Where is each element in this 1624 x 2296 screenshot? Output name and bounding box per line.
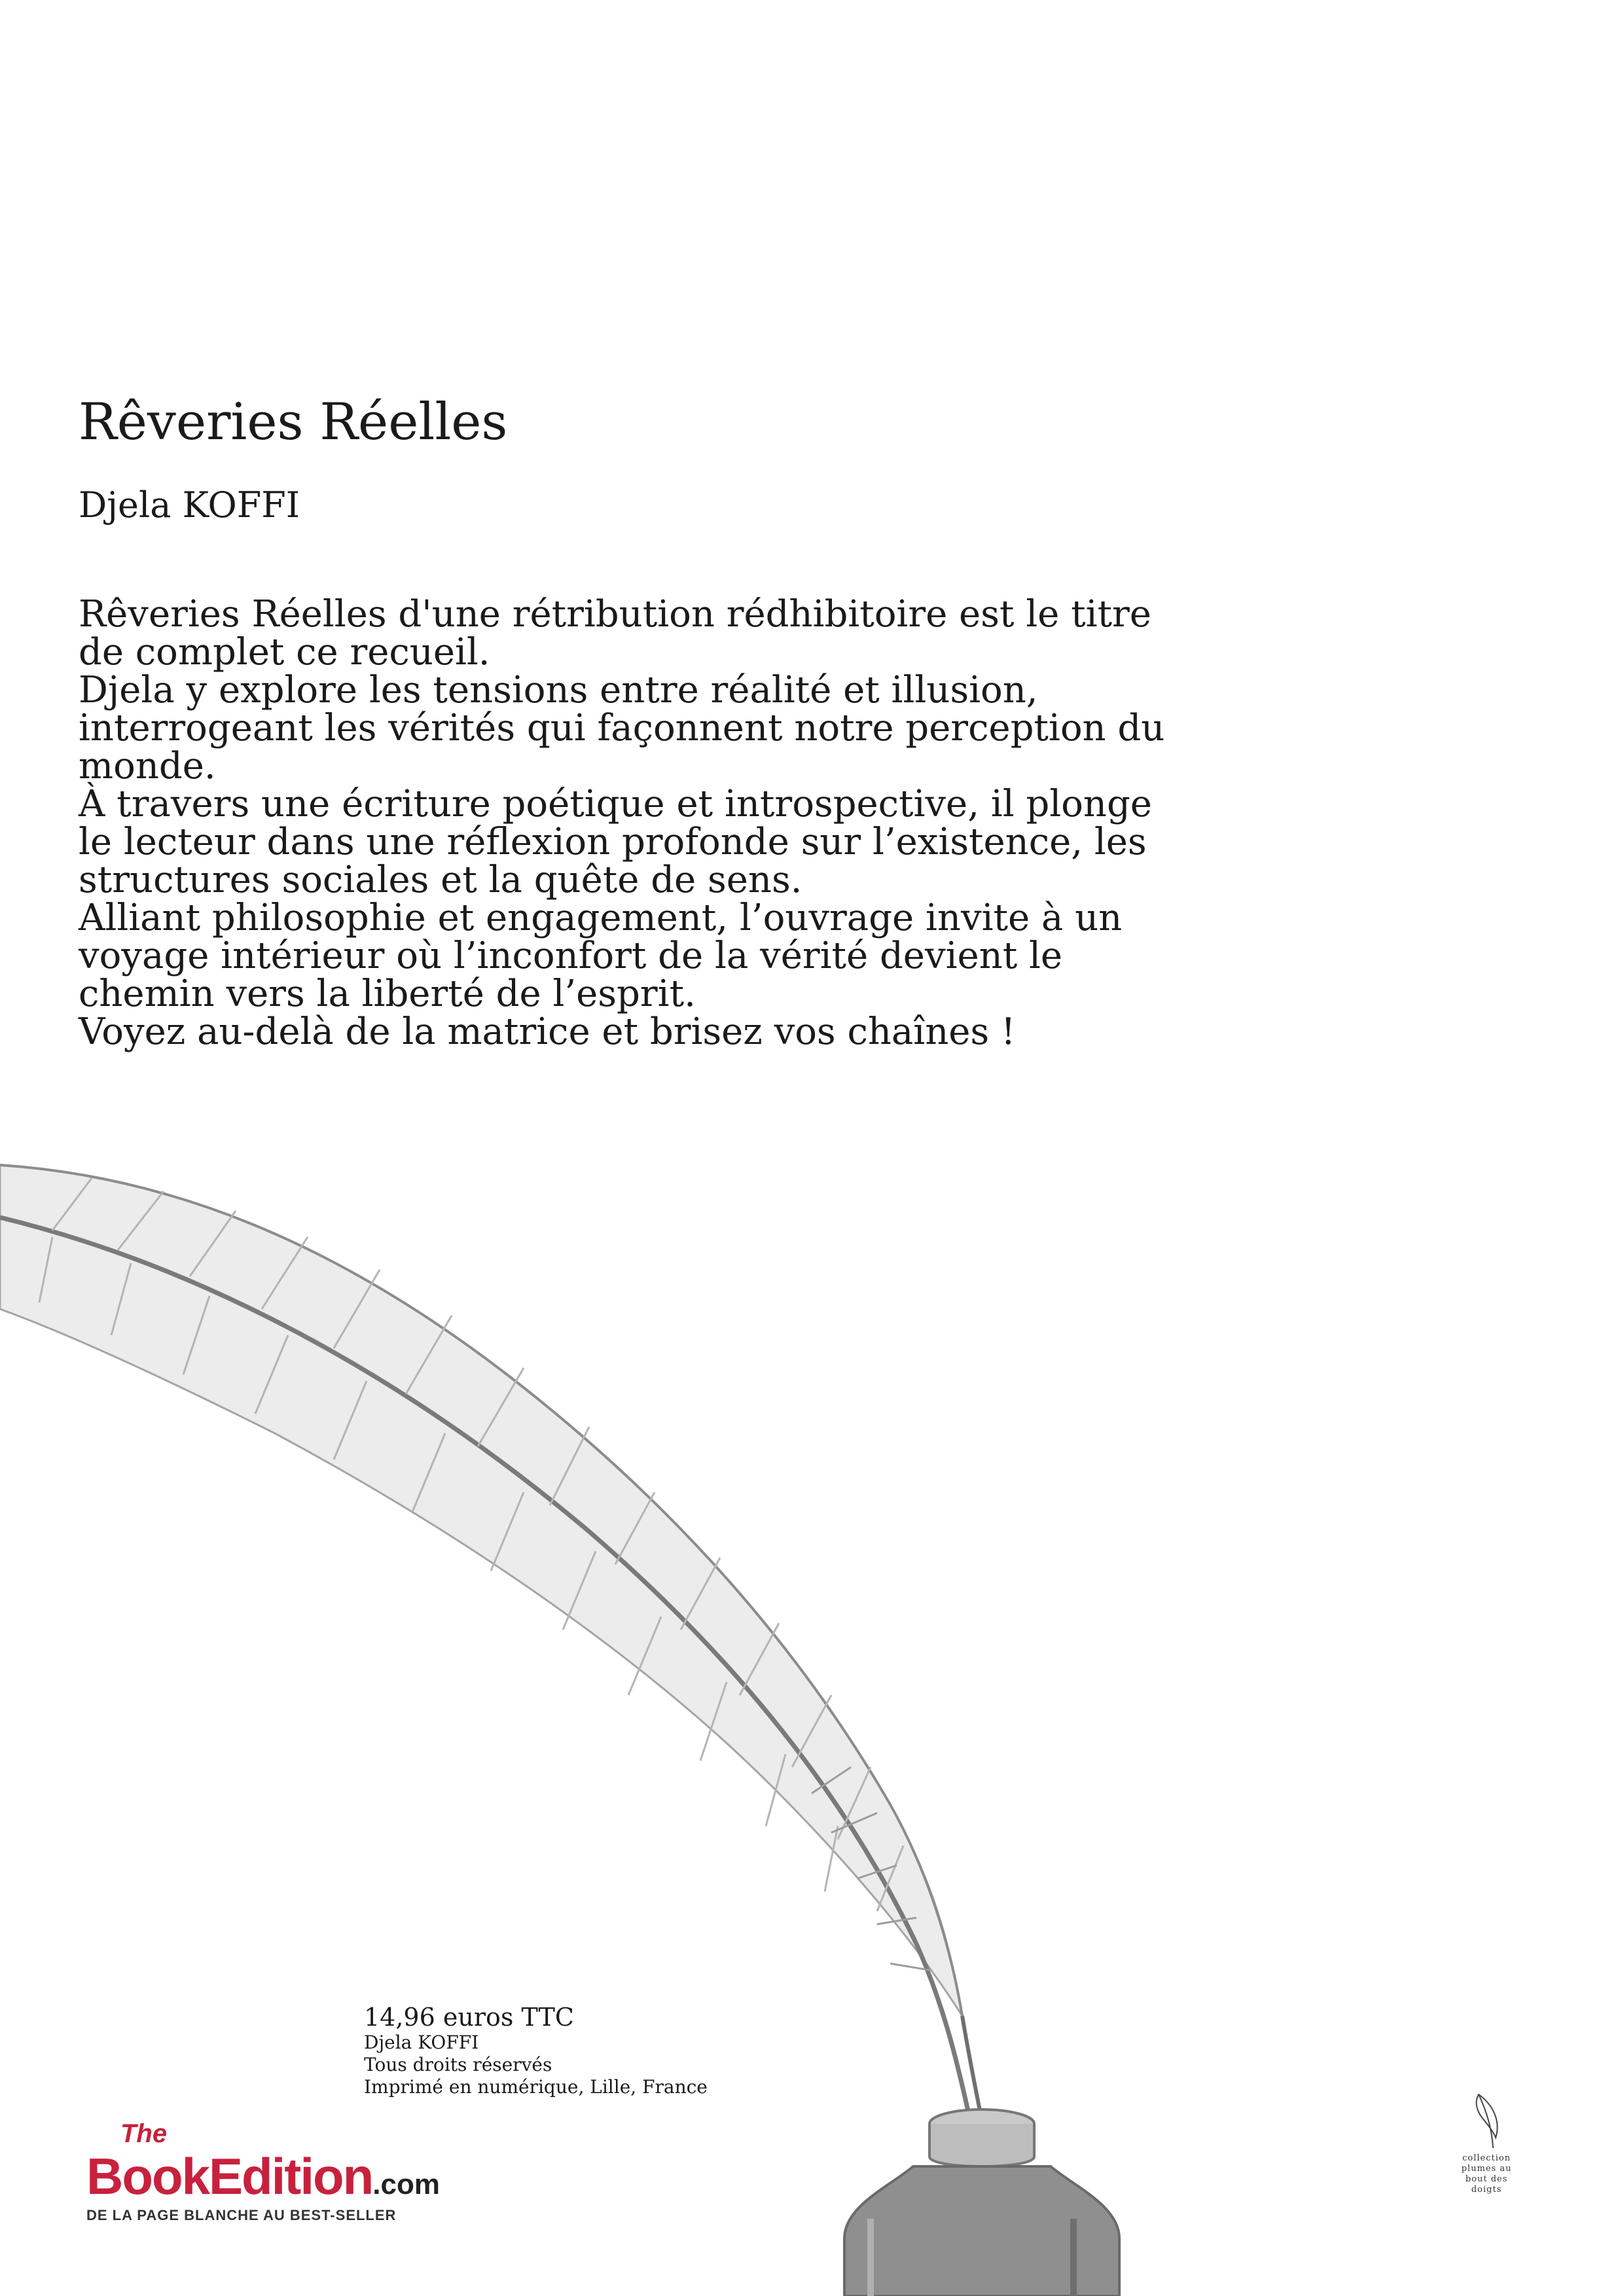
publisher-logo-suffix: .com xyxy=(372,2168,440,2200)
colophon-author: Djela KOFFI xyxy=(364,2032,479,2053)
collection-mark xyxy=(1451,2092,1523,2195)
collection-line: collection xyxy=(1462,2153,1511,2163)
blurb-line: structures sociales et la quête de sens. xyxy=(79,859,803,901)
blurb-line: interrogeant les vérités qui façonnent notre perception du xyxy=(79,707,1165,749)
book-title: Rêveries Réelles xyxy=(79,393,508,452)
publisher-logo-the: The xyxy=(120,2119,168,2148)
feather-icon xyxy=(0,1165,982,2121)
blurb-line: chemin vers la liberté de l’esprit. xyxy=(79,973,696,1015)
book-author: Djela KOFFI xyxy=(79,484,300,526)
blurb-line: de complet ce recueil. xyxy=(79,631,490,673)
blurb-line: Alliant philosophie et engagement, l’ouvrage invite à un xyxy=(79,897,1123,939)
blurb-line: monde. xyxy=(79,745,216,787)
collection-line: doigts xyxy=(1471,2185,1502,2195)
colophon xyxy=(364,2003,708,2098)
blurb-line: Voyez au-delà de la matrice et brisez vos chaînes ! xyxy=(79,1011,1016,1053)
inkwell-icon xyxy=(844,2109,1119,2296)
publisher-logo xyxy=(86,2119,440,2224)
rights-notice: Tous droits réservés xyxy=(364,2054,552,2075)
book-blurb xyxy=(79,593,1270,1053)
publisher-tagline: DE LA PAGE BLANCHE AU BEST-SELLER xyxy=(86,2207,397,2223)
price-label: 14,96 euros TTC xyxy=(364,2003,574,2032)
blurb-line: Djela y explore les tensions entre réalité et illusion, xyxy=(79,669,1038,711)
blurb-line: le lecteur dans une réflexion profonde sur l’existence, les xyxy=(79,821,1147,863)
quill-inkwell-illustration xyxy=(0,1139,1624,2296)
collection-line: bout des xyxy=(1465,2174,1508,2184)
publisher-logo-name: BookEdition xyxy=(86,2147,373,2205)
print-location: Imprimé en numérique, Lille, France xyxy=(364,2076,708,2098)
blurb-line: Rêveries Réelles d'une rétribution rédhibitoire est le titre xyxy=(79,593,1151,636)
feather-icon xyxy=(1467,2092,1506,2151)
blurb-line: À travers une écriture poétique et introspective, il plonge xyxy=(79,783,1152,825)
blurb-line: voyage intérieur où l’inconfort de la vérité devient le xyxy=(79,935,1063,977)
collection-line: plumes au xyxy=(1461,2164,1512,2174)
